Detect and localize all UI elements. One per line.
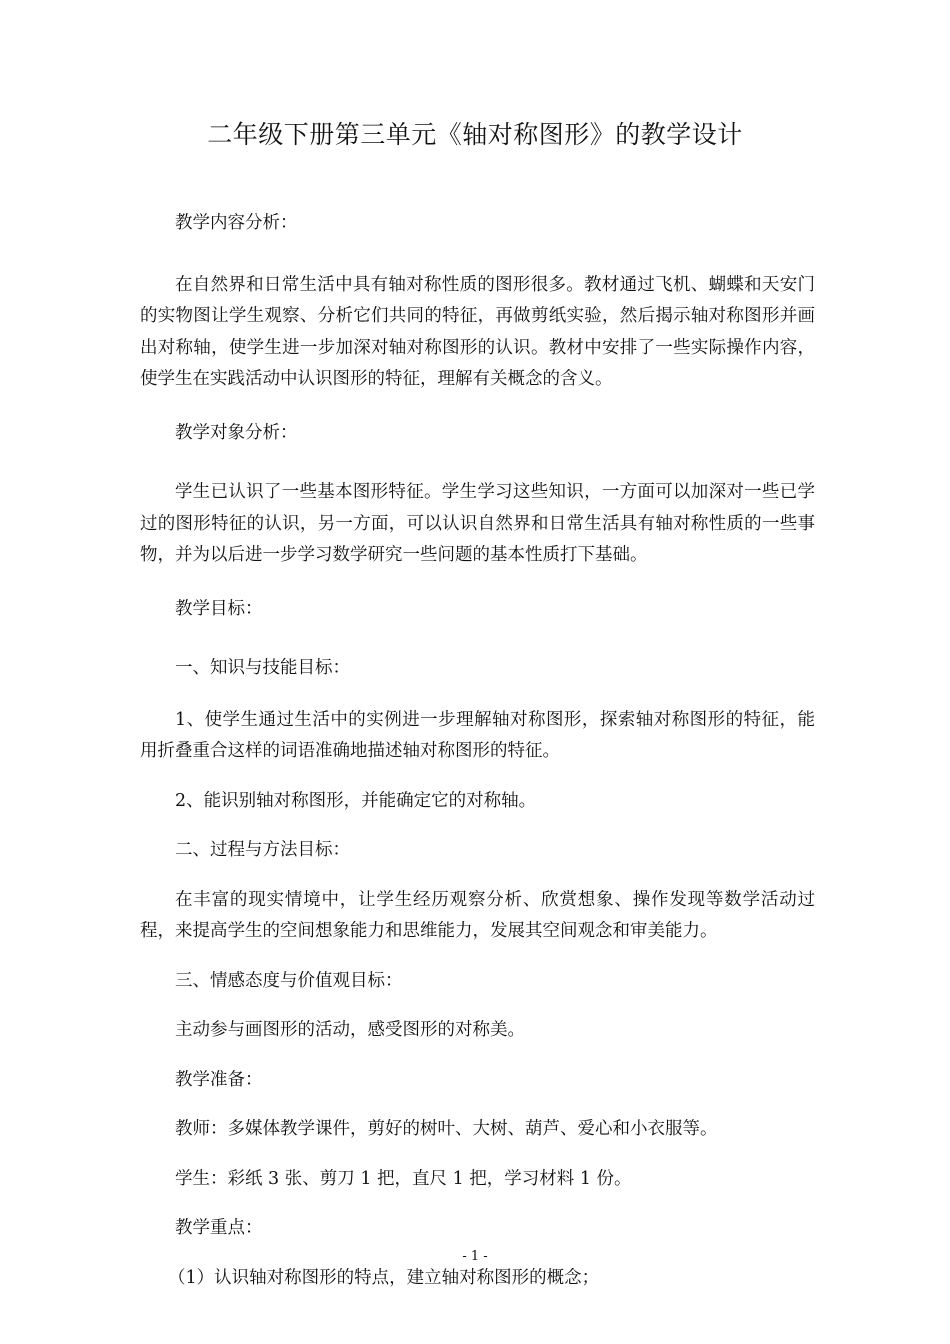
goal-item-2: 2、能识别轴对称图形，并能确定它的对称轴。 — [175, 790, 537, 811]
section-heading-student-analysis: 教学对象分析： — [175, 422, 298, 443]
content-analysis-paragraph: 在自然界和日常生活中具有轴对称性质的图形很多。教材通过飞机、蝴蝶和天安门的实物图让学生观察、分析它们共同的特征，再做剪纸实验，然后揭示轴对称图形并画出对称轴，使学生进一步加深对轴对称图形的认识。教材中安排了一些实际操作内容，使学生在实践活动中认识图形的特征，理解有关概念的含义。 — [140, 274, 815, 389]
process-methods-paragraph: 在丰富的现实情境中，让学生经历观察分析、欣赏想象、操作发现等数学活动过程，来提高学生的空间想象能力和思维能力，发展其空间观念和审美能力。 — [140, 889, 815, 941]
student-analysis-paragraph: 学生已认识了一些基本图形特征。学生学习这些知识，一方面可以加深对一些已学过的图形特征的认识，另一方面，可以认识自然界和日常生活具有轴对称性质的一些事物，并为以后进一步学习数学研究一些问题的基本性质打下基础。 — [140, 482, 815, 565]
teacher-preparation: 教师：多媒体教学课件，剪好的树叶、大树、葫芦、爱心和小衣服等。 — [175, 1119, 718, 1139]
goal-heading-process-methods: 二、过程与方法目标： — [175, 840, 350, 860]
goal-heading-emotion-values: 三、情感态度与价值观目标： — [175, 970, 403, 991]
section-heading-content-analysis: 教学内容分析： — [175, 213, 298, 233]
document-body — [140, 208, 815, 1294]
key-point-1: （1）认识轴对称图形的特点，建立轴对称图形的概念； — [168, 1267, 600, 1288]
goal-item-1: 1、使学生通过生活中的实例进一步理解轴对称图形，探索轴对称图形的特征，能用折叠重合这样的词语准确地描述轴对称图形的特征。 — [140, 709, 815, 761]
document-title: 二年级下册第三单元《轴对称图形》的教学设计 — [207, 120, 743, 149]
section-heading-teaching-goals: 教学目标： — [175, 598, 263, 619]
section-heading-key-points: 教学重点： — [175, 1218, 263, 1238]
student-preparation: 学生：彩纸 3 张、剪刀 1 把，直尺 1 把，学习材料 1 份。 — [175, 1168, 632, 1189]
goal-heading-knowledge-skills: 一、知识与技能目标： — [175, 658, 350, 678]
emotion-values-paragraph: 主动参与画图形的活动，感受图形的对称美。 — [175, 1020, 525, 1040]
section-heading-preparation: 教学准备： — [175, 1069, 263, 1090]
page-number: - 1 - — [462, 1249, 488, 1264]
